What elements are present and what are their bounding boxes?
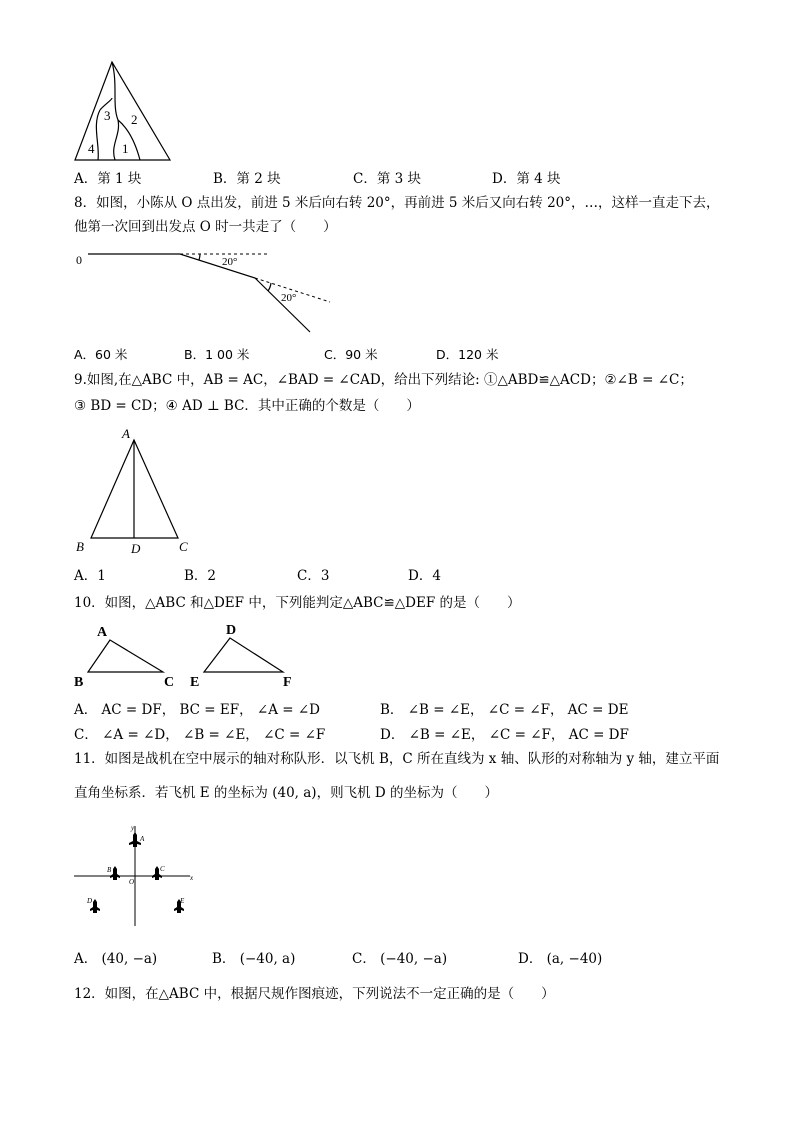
- q7-label-3: 3: [104, 108, 111, 123]
- q10-label-e: E: [190, 675, 200, 690]
- q10-label-c: C: [164, 675, 175, 690]
- q12-stem: 12．如图，在△ABC 中，根据尺规作图痕迹，下列说法不一定正确的是（ ）: [74, 986, 555, 1002]
- q11-option-d[interactable]: D． (a, −40): [518, 951, 603, 967]
- q11-stem-line2: 直角坐标系．若飞机 E 的坐标为 (40, a)，则飞机 D 的坐标为（ ）: [74, 785, 498, 801]
- q8-origin-label: 0: [76, 253, 82, 267]
- q11-axis-x-label: x: [190, 874, 194, 882]
- q11-plane-c-label: C: [160, 865, 165, 873]
- q10-label-d: D: [226, 623, 237, 638]
- q7-option-a[interactable]: A．第 1 块: [74, 171, 142, 187]
- q7-label-2: 2: [131, 112, 138, 127]
- q9-label-b: B: [76, 539, 84, 554]
- q9-label-a: A: [122, 426, 130, 441]
- q8-stem-line1: 8．如图，小陈从 O 点出发，前进 5 米后向右转 20°，再前进 5 米后又向右转 20°，…，这样一直走下去，: [74, 195, 720, 211]
- q11-axis-y-label: y: [131, 824, 135, 832]
- q10-label-b: B: [74, 675, 84, 690]
- q8-option-a[interactable]: A．60 米: [74, 347, 128, 362]
- q11-option-c[interactable]: C． (−40, −a): [352, 951, 448, 967]
- q10-option-a[interactable]: A． AC = DF， BC = EF， ∠A = ∠D: [74, 702, 320, 718]
- q9-option-a[interactable]: A．1: [74, 568, 106, 584]
- q8-option-b[interactable]: B．1 00 米: [184, 347, 250, 362]
- q11-plane-d-label: D: [87, 897, 93, 905]
- q9-label-d: D: [131, 541, 141, 556]
- q9-label-c: C: [179, 539, 188, 554]
- q11-option-b[interactable]: B． (−40, a): [212, 951, 296, 967]
- q8-stem-line2: 他第一次回到出发点 O 时一共走了（ ）: [74, 219, 337, 235]
- q10-option-b[interactable]: B． ∠B = ∠E， ∠C = ∠F， AC = DE: [380, 702, 629, 718]
- q11-plane-a-label: A: [140, 835, 145, 843]
- q7-option-d[interactable]: D．第 4 块: [492, 171, 561, 187]
- q7-label-4: 4: [88, 141, 95, 156]
- q7-option-c[interactable]: C．第 3 块: [353, 171, 422, 187]
- q9-option-b[interactable]: B．2: [184, 568, 217, 584]
- q9-stem-line2: ③ BD = CD；④ AD ⊥ BC．其中正确的个数是（ ）: [74, 398, 420, 414]
- q11-stem-line1: 11．如图是战机在空中展示的轴对称队形．以飞机 B，C 所在直线为 x 轴、队形的对称轴为 y 轴，建立平面: [74, 751, 720, 767]
- q7-option-b[interactable]: B．第 2 块: [213, 171, 281, 187]
- q11-plane-e-label: E: [180, 897, 185, 905]
- q9-stem-line1: 9.如图,在△ABC 中，AB = AC，∠BAD = ∠CAD，给出下列结论: ①△ABD≌△ACD；②∠B = ∠C；: [74, 372, 693, 388]
- q9-option-d[interactable]: D．4: [408, 568, 441, 584]
- q9-option-c[interactable]: C．3: [297, 568, 330, 584]
- q11-option-a[interactable]: A． (40, −a): [74, 951, 158, 967]
- q10-label-a: A: [97, 625, 108, 640]
- q8-angle2-label: 20°: [281, 292, 297, 304]
- q10-option-d[interactable]: D． ∠B = ∠E， ∠C = ∠F， AC = DF: [380, 727, 629, 743]
- q11-plane-b-label: B: [107, 866, 112, 874]
- q10-stem: 10．如图，△ABC 和△DEF 中，下列能判定△ABC≌△DEF 的是（ ）: [74, 595, 521, 611]
- q10-label-f: F: [283, 675, 292, 690]
- q8-option-c[interactable]: C．90 米: [324, 347, 378, 362]
- q8-option-d[interactable]: D．120 米: [436, 347, 499, 362]
- q11-origin-label: O: [129, 878, 135, 886]
- q8-angle1-label: 20°: [222, 256, 238, 268]
- q7-label-1: 1: [122, 141, 129, 156]
- q10-option-c[interactable]: C． ∠A = ∠D， ∠B = ∠E， ∠C = ∠F: [74, 727, 326, 743]
